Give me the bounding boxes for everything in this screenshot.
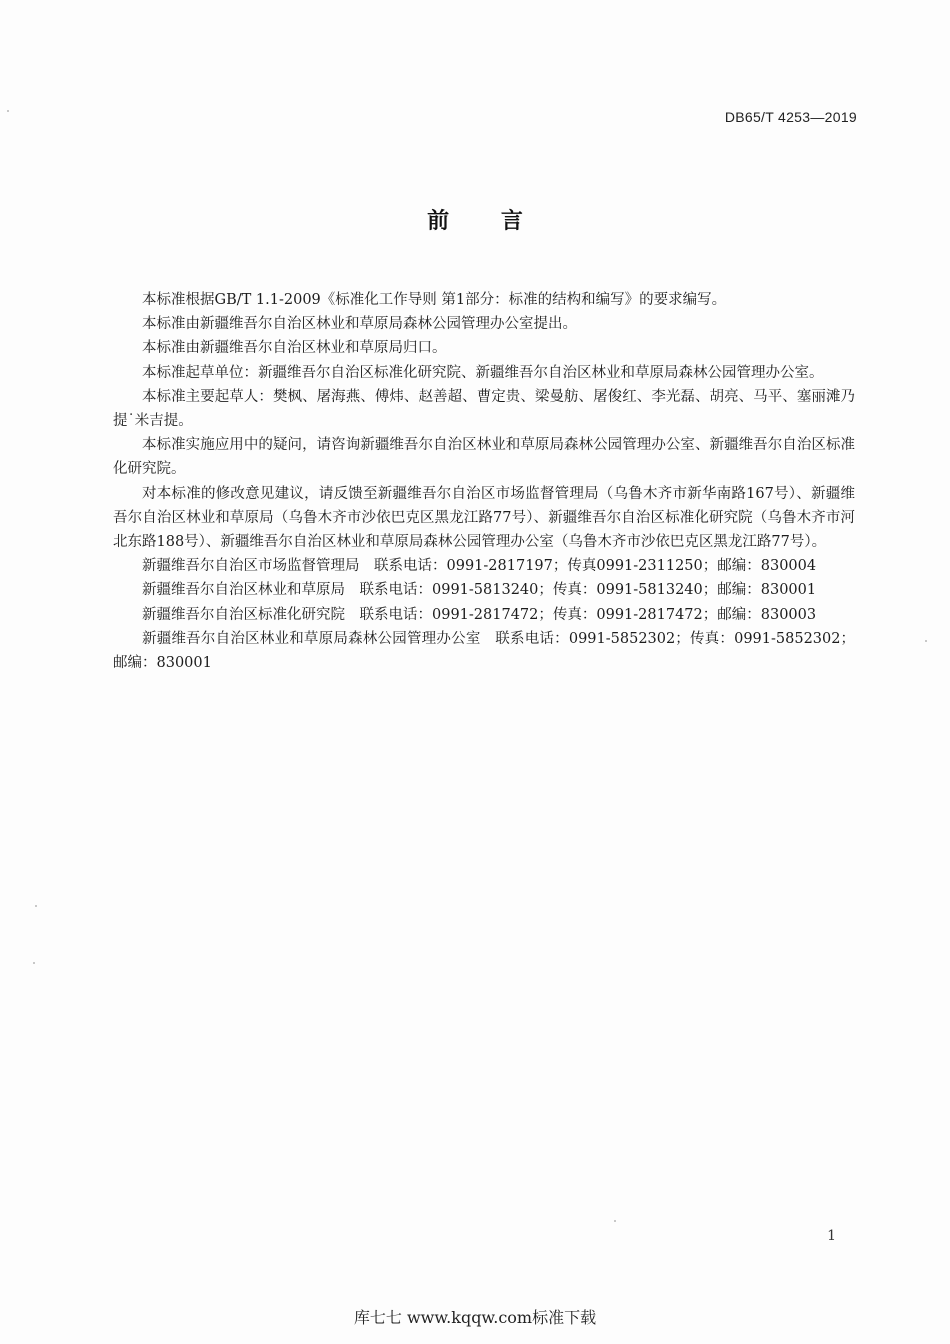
paragraph-proposer: 本标准由新疆维吾尔自治区林业和草原局森林公园管理办公室提出。 <box>142 316 577 333</box>
footer-watermark: 库七七 www.kqqw.com标准下载 <box>353 1308 597 1327</box>
scan-speck <box>35 905 37 907</box>
scan-speck <box>7 110 9 112</box>
paragraph-drafters: 本标准主要起草人：樊枫、屠海燕、傅炜、赵善超、曹定贵、梁曼舫、屠俊红、李光磊、胡亮、马平、塞丽滩乃提˙米吉提。 <box>113 388 855 430</box>
paragraph-inquiries: 本标准实施应用中的疑问，请咨询新疆维吾尔自治区林业和草原局森林公园管理办公室、新疆维吾尔自治区标准化研究院。 <box>113 437 855 478</box>
page-number: 1 <box>827 1228 836 1244</box>
scan-speck <box>33 962 35 964</box>
paragraph-drafting-units: 本标准起草单位：新疆维吾尔自治区标准化研究院、新疆维吾尔自治区林业和草原局森林公园管理办公室。 <box>142 364 824 381</box>
paragraph-feedback: 对本标准的修改意见建议，请反馈至新疆维吾尔自治区市场监督管理局（乌鲁木齐市新华南路167号）、新疆维吾尔自治区林业和草原局（乌鲁木齐市沙依巴克区黑龙江路77号）、新疆维吾尔自治区标准化研究院（乌鲁木齐市河北东路188号）、新疆维吾尔自治区林业和草原局森林公园管理办公室（乌鲁木齐市沙依巴克区黑龙江路77号）。 <box>113 485 855 551</box>
contact-standardization-institute: 新疆维吾尔自治区标准化研究院 联系电话：0991-2817472；传真：0991-2817472；邮编：830003 <box>142 606 817 623</box>
contact-forest-park-office: 新疆维吾尔自治区林业和草原局森林公园管理办公室 联系电话：0991-5852302；传真：0991-5852302；邮编：830001 <box>113 630 855 672</box>
standard-code: DB65/T 4253—2019 <box>724 109 857 125</box>
paragraph-administrator: 本标准由新疆维吾尔自治区林业和草原局归口。 <box>142 340 447 357</box>
contact-market-supervision: 新疆维吾尔自治区市场监督管理局 联系电话：0991-2817197；传真0991-2311250；邮编：830004 <box>142 558 817 575</box>
foreword-body <box>113 288 855 675</box>
scan-speck <box>925 640 927 642</box>
page-title: 前 言 <box>427 209 545 234</box>
contact-forestry-bureau: 新疆维吾尔自治区林业和草原局 联系电话：0991-5813240；传真：0991-5813240；邮编：830001 <box>142 582 817 599</box>
scan-speck <box>614 1220 616 1222</box>
paragraph-drafting-rules: 本标准根据GB/T 1.1-2009《标准化工作导则 第1部分：标准的结构和编写》的要求编写。 <box>142 292 727 308</box>
